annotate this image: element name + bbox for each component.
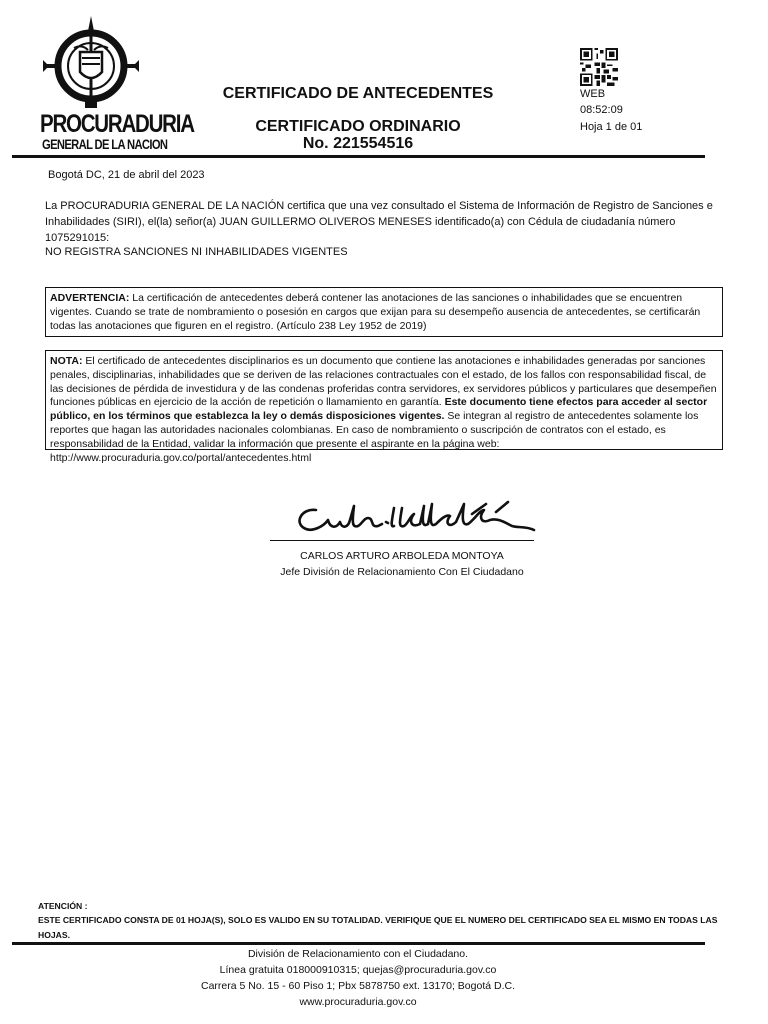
footer-address: Carrera 5 No. 15 - 60 Piso 1; Pbx 5878750 ext. 13170; Bogotá D.C. [200, 980, 516, 992]
sheet-count: Hoja 1 de 01 [580, 121, 643, 133]
certificate-title: CERTIFICADO DE ANTECEDENTES [222, 85, 494, 102]
note-text-continued: Se integran al registro de antecedentes solamente los reportes que hagan las autoridades nacionales colombianas. En caso de nombramiento o suscripción de contratos con el estado, es responsabilidad de la Entidad, validar la información que presente el aspirante en la página web: http://www.procuraduria.gov.co/portal/antecedentes.html [50, 410, 699, 464]
attention-text: ESTE CERTIFICADO CONSTA DE 01 HOJA(S), SOLO ES VALIDO EN SU TOTALIDAD. VERIFIQUE QUE EL NUMERO DEL CERTIFICADO SEA EL MISMO EN TODAS LAS HOJAS. [38, 915, 718, 940]
note-text: El certificado de antecedentes disciplinarios es un documento que contiene las anotaciones e inhabilidades generadas por sanciones penales, disciplinarias, inhabilidades que se deriven de las relaciones contractuales con el estado, de los fallos con responsabilidad fiscal, de las decisiones de pérdida de investidura y de las condenas proferidas contra servidores, ex servidores públicos y particulares que desempeñen funciones públicas en ejercicio de la acción de repetición o llamamiento en garantía. [50, 355, 717, 409]
warning-text: La certificación de antecedentes deberá contener las anotaciones de las sanciones o inhabilidades que se encuentren vigentes. Cuando se trate de nombramiento o posesión en cargos que exijan para su desempeño ausencia de antecedentes, se certificarán todas las anotaciones que figuren en el registro. (Artículo 238 Ley 1952 de 2019) [50, 292, 701, 332]
issue-time: 08:52:09 [580, 104, 623, 116]
footer-contact: Línea gratuita 018000910315; quejas@procuraduria.gov.co [219, 964, 497, 976]
footer-website: www.procuraduria.gov.co [299, 996, 417, 1008]
handwritten-signature-icon [290, 496, 550, 540]
note-emphasis: Este documento tiene efectos para acceder al sector público, en los términos que establezca la ley o demás disposiciones vigentes. [50, 396, 708, 423]
logo-wordmark: PROCURADURIA [40, 110, 194, 138]
qr-code-icon [580, 48, 618, 86]
certificate-number: No. 221554516 [302, 135, 414, 152]
logo-wordmark-sub: GENERAL DE LA NACION [42, 136, 168, 152]
certification-statement: La PROCURADURIA GENERAL DE LA NACIÓN certifica que una vez consultado el Sistema de Información de Registro de Sanciones e Inhabilidades (SIRI), el(la) señor(a) JUAN GUILLERMO OLIVEROS MENESES identificado(a) con Cédula de ciudadanía número 1075291015: [45, 200, 713, 244]
issue-date: Bogotá DC, 21 de abril del 2023 [48, 169, 205, 181]
sanctions-status: NO REGISTRA SANCIONES NI INHABILIDADES VIGENTES [45, 246, 348, 258]
warning-label: ADVERTENCIA: [50, 292, 130, 304]
signer-role: Jefe División de Relacionamiento Con El Ciudadano [280, 566, 524, 578]
issue-channel: WEB [580, 88, 606, 100]
note-box [45, 350, 723, 464]
header-divider [12, 155, 705, 158]
footer-division: División de Relacionamiento con el Ciudadano. [247, 948, 469, 960]
warning-box [45, 287, 723, 337]
signer-name: CARLOS ARTURO ARBOLEDA MONTOYA [300, 550, 504, 562]
signature-line [270, 540, 534, 541]
certificate-type: CERTIFICADO ORDINARIO [255, 118, 461, 135]
attention-title: ATENCIÓN : [38, 901, 88, 911]
footer-divider [12, 942, 705, 945]
note-label: NOTA: [50, 355, 83, 367]
